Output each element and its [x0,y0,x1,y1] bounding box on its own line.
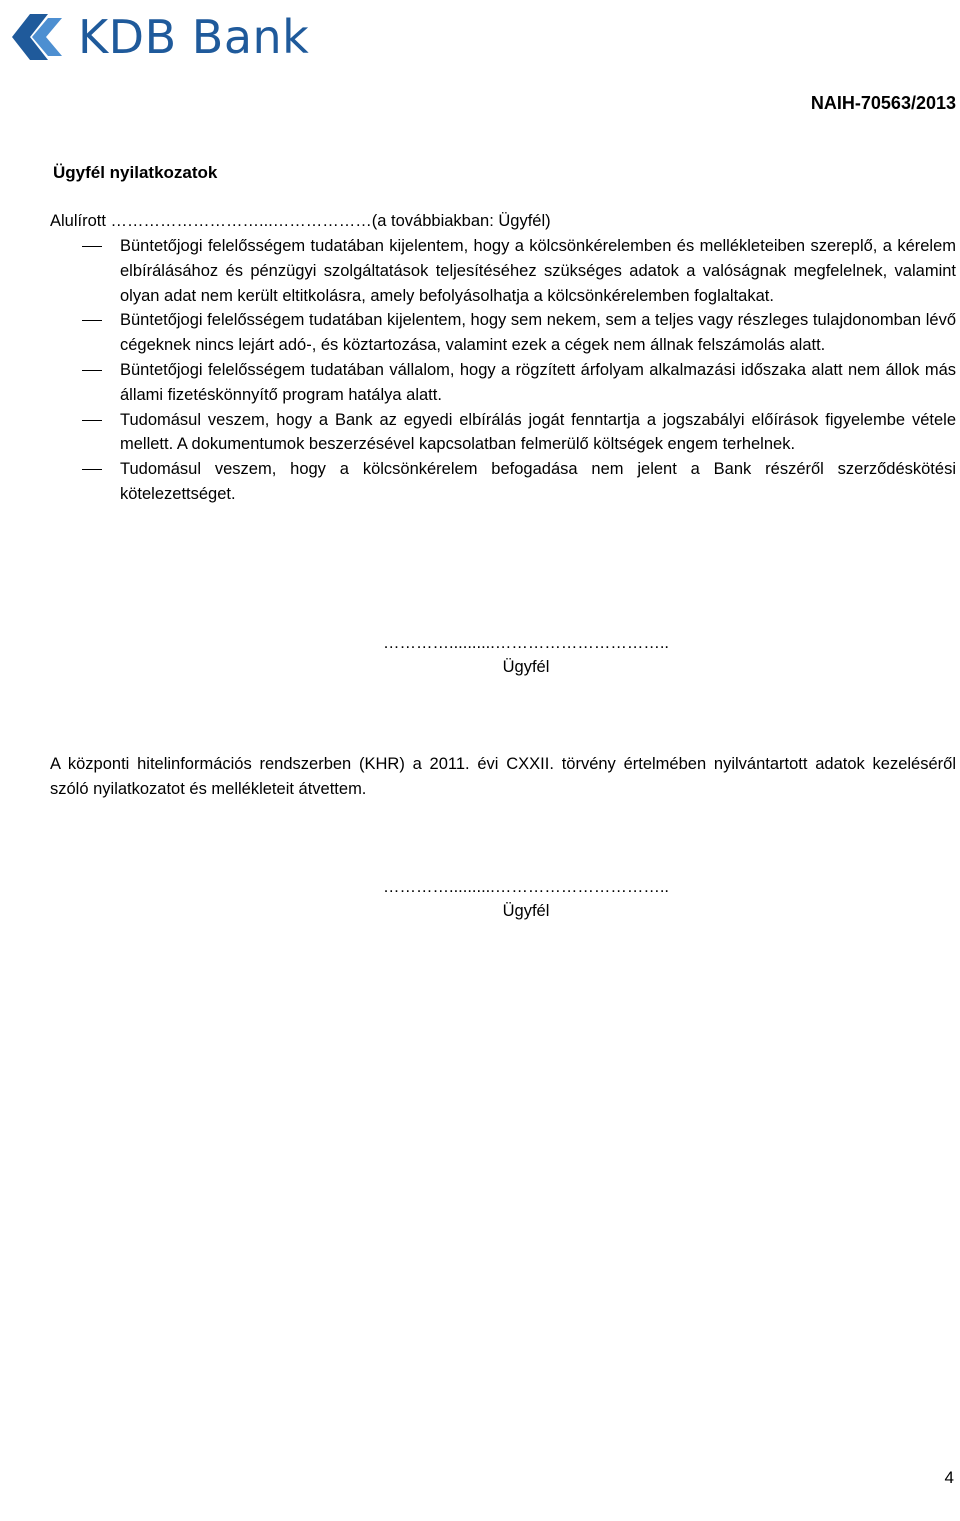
kdb-diamond-logo-icon [8,10,66,64]
signature-line: …………..........………………………….. [382,878,670,896]
dash-bullet-icon [82,320,102,321]
declaration-item [50,408,956,458]
document-id: NAIH-70563/2013 [810,93,956,113]
declaration-text: Büntetőjogi felelősségem tudatában kijelentem, hogy a kölcsönkérelemben és mellékleteiben szereplő, a kérelem elbírálásához és pénzügyi szolgáltatások teljesítéséhez szükséges adatok a valóságnak megfelelnek, valamint olyan adat nem került eltitkolásra, amely befolyásolhatja a kölcsönkérelemben foglaltakat. [120,237,956,305]
declaration-text: Tudomásul veszem, hogy a Bank az egyedi elbírálás jogát fenntartja a jogszabályi előírások figyelembe vétele mellett. A dokumentumok beszerzésével kapcsolatban felmerülő költségek engem terhelnek. [120,410,956,454]
signature-block-2 [383,875,669,923]
page-title: Ügyfél nyilatkozatok [53,163,218,182]
signature-line: …………..........………………………….. [382,634,670,652]
intro-line: Alulírott ………………………...………………(a továbbiakban: Ügyfél) [50,212,551,230]
declaration-text: Tudomásul veszem, hogy a kölcsönkérelem befogadása nem jelent a Bank részéről szerződéskötési kötelezettséget. [120,460,956,503]
declaration-item [50,457,956,507]
bank-logo [8,10,309,64]
declaration-item [50,358,956,408]
signature-label: Ügyfél [502,658,550,676]
declaration-list [50,234,956,507]
dash-bullet-icon [82,370,102,371]
logo-wordmark: KDB Bank [78,10,310,64]
dash-bullet-icon [82,469,102,470]
dash-bullet-icon [82,420,102,421]
declaration-item [50,308,956,358]
signature-label: Ügyfél [502,902,550,920]
declaration-item [50,234,956,308]
page-number: 4 [944,1468,954,1487]
declaration-text: Büntetőjogi felelősségem tudatában vállalom, hogy a rögzített árfolyam alkalmazási időszaka alatt nem állok más állami fizetéskönnyítő program hatálya alatt. [120,360,956,404]
declaration-text: Büntetőjogi felelősségem tudatában kijelentem, hogy sem nekem, sem a teljes vagy részleges tulajdonomban lévő cégeknek nincs lejárt adó-, és köztartozása, valamint ezek a cégek nem állnak felszámolás alatt. [120,311,956,355]
khr-statement: A központi hitelinformációs rendszerben (KHR) a 2011. évi CXXII. törvény értelmében nyilvántartott adatok kezeléséről szóló nyilatkozatot és mellékleteit átvettem. [50,755,956,798]
dash-bullet-icon [82,246,102,247]
signature-block-1 [383,631,669,679]
